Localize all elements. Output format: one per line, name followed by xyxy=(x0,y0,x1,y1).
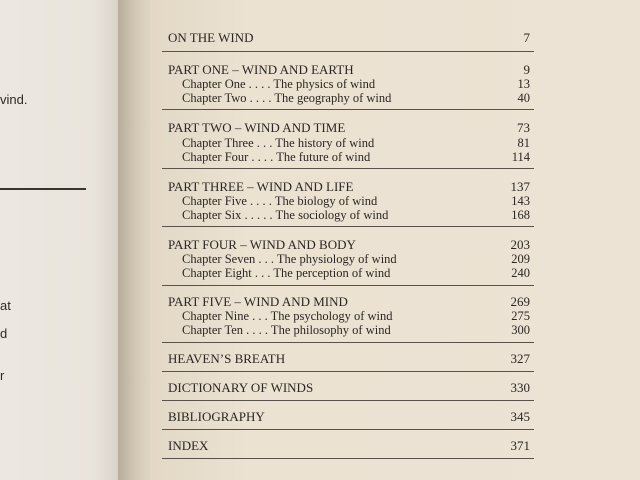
divider xyxy=(162,400,534,401)
toc-entry-page: 269 xyxy=(510,294,530,309)
toc-chapter xyxy=(182,322,530,338)
toc-chapter-label: Chapter Nine . . . The psychology of wind xyxy=(182,309,393,323)
toc-entry-title: DICTIONARY OF WINDS xyxy=(168,380,314,395)
toc-entry-page: 73 xyxy=(517,120,530,135)
divider xyxy=(162,226,534,227)
toc-entry-page: 327 xyxy=(510,351,530,366)
toc-chapter-page: 81 xyxy=(517,136,530,150)
toc-entry-heavens-breath xyxy=(168,351,530,367)
toc-chapter-label: Chapter Eight . . . The perception of wind xyxy=(182,266,391,280)
toc-chapter xyxy=(182,207,530,223)
left-divider xyxy=(0,188,86,190)
toc-chapter-page: 168 xyxy=(511,208,530,222)
toc-chapter-label: Chapter One . . . . The physics of wind xyxy=(182,77,376,91)
toc-chapter-label: Chapter Seven . . . The physiology of wind xyxy=(182,252,397,266)
toc-chapter-label: Chapter Six . . . . . The sociology of wind xyxy=(182,208,389,222)
divider xyxy=(162,429,534,430)
left-text-fragment: vind. xyxy=(0,92,28,107)
toc-entry-title: PART TWO – WIND AND TIME xyxy=(168,120,346,135)
toc-entry-title: PART THREE – WIND AND LIFE xyxy=(168,179,354,194)
toc-chapter-label: Chapter Three . . . The history of wind xyxy=(182,136,375,150)
toc-entry-title: HEAVEN’S BREATH xyxy=(168,351,286,366)
toc-entry-dictionary xyxy=(168,380,530,396)
toc-chapter-page: 300 xyxy=(511,323,530,337)
divider xyxy=(162,51,534,52)
toc-chapter-page: 275 xyxy=(511,309,530,323)
toc-entry-title: PART FIVE – WIND AND MIND xyxy=(168,294,348,309)
toc-entry-index xyxy=(168,438,530,454)
toc-entry-page: 345 xyxy=(510,409,530,424)
divider xyxy=(162,458,534,459)
left-page xyxy=(0,0,118,480)
toc-chapter-label: Chapter Five . . . . The biology of wind xyxy=(182,194,378,208)
toc-entry-page: 9 xyxy=(523,62,530,77)
toc-chapter-label: Chapter Four . . . . The future of wind xyxy=(182,150,371,164)
left-text-fragment: r xyxy=(0,368,5,383)
toc-entry-page: 7 xyxy=(523,30,530,45)
toc-entry-title: ON THE WIND xyxy=(168,30,254,45)
toc-chapter-page: 240 xyxy=(511,266,530,280)
toc-part-two xyxy=(168,120,530,136)
divider xyxy=(162,342,534,343)
toc-chapter-page: 143 xyxy=(511,194,530,208)
toc-entry-title: BIBLIOGRAPHY xyxy=(168,409,265,424)
divider xyxy=(162,371,534,372)
toc-entry-page: 371 xyxy=(510,438,530,453)
toc-entry-page: 330 xyxy=(510,380,530,395)
toc-chapter xyxy=(182,90,530,106)
left-text-fragment: at xyxy=(0,298,11,313)
toc-entry-title: INDEX xyxy=(168,438,209,453)
toc-entry-on-the-wind xyxy=(168,30,530,46)
left-text-fragment: d xyxy=(0,326,8,341)
toc-chapter-page: 114 xyxy=(511,150,530,164)
toc-entry-title: PART FOUR – WIND AND BODY xyxy=(168,237,356,252)
toc-entry-page: 137 xyxy=(510,179,530,194)
toc-entry-page: 203 xyxy=(510,237,530,252)
toc-chapter xyxy=(182,265,530,281)
toc-chapter-page: 13 xyxy=(517,77,530,91)
divider xyxy=(162,109,534,110)
toc-chapter-label: Chapter Two . . . . The geography of wind xyxy=(182,91,392,105)
toc-chapter-page: 209 xyxy=(511,252,530,266)
toc-entry-title: PART ONE – WIND AND EARTH xyxy=(168,62,354,77)
divider xyxy=(162,168,534,169)
divider xyxy=(162,285,534,286)
toc-chapter xyxy=(182,149,530,165)
toc-entry-bibliography xyxy=(168,409,530,425)
toc-chapter-page: 40 xyxy=(517,91,530,105)
toc-chapter-label: Chapter Ten . . . . The philosophy of wind xyxy=(182,323,391,337)
